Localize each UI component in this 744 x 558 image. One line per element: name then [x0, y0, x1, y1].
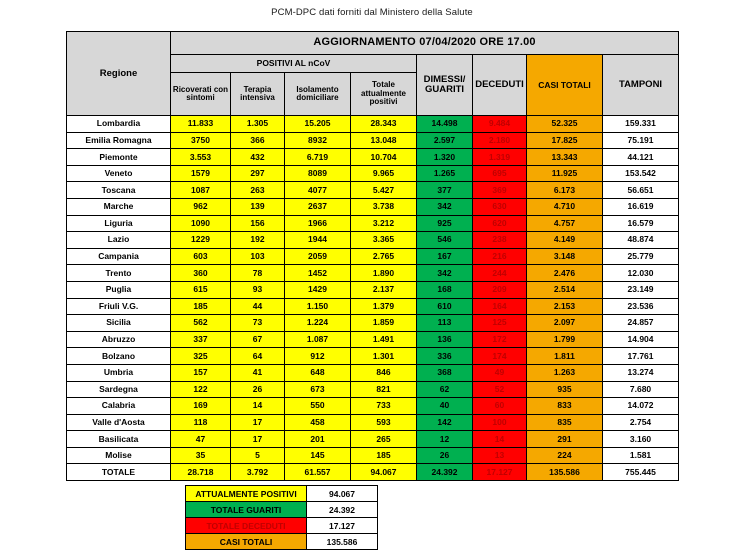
data-cell: 1.224 — [285, 315, 351, 332]
total-data-cell: 24.392 — [417, 464, 473, 481]
data-cell: 1229 — [171, 232, 231, 249]
data-cell: 16.619 — [603, 198, 679, 215]
legend-value: 135.586 — [307, 534, 378, 550]
data-cell: 325 — [171, 348, 231, 365]
data-cell: 1452 — [285, 265, 351, 282]
data-cell: 265 — [351, 431, 417, 448]
region-name-cell: Lazio — [67, 232, 171, 249]
data-cell: 164 — [473, 298, 527, 315]
data-cell: 1090 — [171, 215, 231, 232]
data-cell: 25.779 — [603, 248, 679, 265]
legend-row — [186, 502, 378, 518]
data-cell: 224 — [527, 447, 603, 464]
data-cell: 103 — [231, 248, 285, 265]
data-cell: 1.150 — [285, 298, 351, 315]
data-cell: 17 — [231, 414, 285, 431]
table-row — [67, 215, 679, 232]
data-cell: 377 — [417, 182, 473, 199]
data-cell: 244 — [473, 265, 527, 282]
data-cell: 1.799 — [527, 331, 603, 348]
data-cell: 458 — [285, 414, 351, 431]
data-cell: 15.205 — [285, 116, 351, 133]
region-name-cell: Lombardia — [67, 116, 171, 133]
table-row — [67, 165, 679, 182]
region-name-cell: Calabria — [67, 398, 171, 415]
data-cell: 17.761 — [603, 348, 679, 365]
table-row — [67, 315, 679, 332]
total-data-cell: 28.718 — [171, 464, 231, 481]
legend-row — [186, 534, 378, 550]
region-name-cell: Liguria — [67, 215, 171, 232]
data-cell: 3.553 — [171, 149, 231, 166]
update-title: AGGIORNAMENTO 07/04/2020 ORE 17.00 — [171, 32, 679, 55]
table-row — [67, 348, 679, 365]
data-cell: 2.514 — [527, 281, 603, 298]
data-cell: 833 — [527, 398, 603, 415]
legend-container — [185, 485, 375, 550]
data-cell: 733 — [351, 398, 417, 415]
data-cell: 156 — [231, 215, 285, 232]
col-ricoverati: Ricoverati con sintomi — [171, 73, 231, 116]
data-cell: 291 — [527, 431, 603, 448]
region-name-cell: Sicilia — [67, 315, 171, 332]
data-cell: 78 — [231, 265, 285, 282]
data-cell: 209 — [473, 281, 527, 298]
data-cell: 835 — [527, 414, 603, 431]
data-cell: 342 — [417, 265, 473, 282]
data-cell: 3.365 — [351, 232, 417, 249]
data-cell: 159.331 — [603, 116, 679, 133]
table-row — [67, 248, 679, 265]
col-terapia-intensiva: Terapia intensiva — [231, 73, 285, 116]
data-cell: 56.651 — [603, 182, 679, 199]
data-cell: 8932 — [285, 132, 351, 149]
data-cell: 2.597 — [417, 132, 473, 149]
region-name-cell: Veneto — [67, 165, 171, 182]
table-row — [67, 281, 679, 298]
table-row — [67, 398, 679, 415]
data-cell: 35 — [171, 447, 231, 464]
table-row — [67, 198, 679, 215]
table-row — [67, 182, 679, 199]
data-cell: 122 — [171, 381, 231, 398]
total-data-cell: 755.445 — [603, 464, 679, 481]
data-cell: 342 — [417, 198, 473, 215]
data-cell: 14 — [473, 431, 527, 448]
data-cell: 369 — [473, 182, 527, 199]
region-name-cell: Valle d'Aosta — [67, 414, 171, 431]
data-cell: 3.738 — [351, 198, 417, 215]
data-cell: 136 — [417, 331, 473, 348]
col-deceduti: DECEDUTI — [473, 55, 527, 116]
data-cell: 432 — [231, 149, 285, 166]
data-cell: 17 — [231, 431, 285, 448]
data-cell: 673 — [285, 381, 351, 398]
data-cell: 13.343 — [527, 149, 603, 166]
data-cell: 1.379 — [351, 298, 417, 315]
data-cell: 14 — [231, 398, 285, 415]
data-cell: 2.180 — [473, 132, 527, 149]
region-name-cell: Molise — [67, 447, 171, 464]
data-cell: 5.427 — [351, 182, 417, 199]
data-cell: 216 — [473, 248, 527, 265]
data-cell: 100 — [473, 414, 527, 431]
data-cell: 24.857 — [603, 315, 679, 332]
data-cell: 153.542 — [603, 165, 679, 182]
data-cell: 4.757 — [527, 215, 603, 232]
data-cell: 16.579 — [603, 215, 679, 232]
data-cell: 2.765 — [351, 248, 417, 265]
data-cell: 337 — [171, 331, 231, 348]
data-cell: 49 — [473, 364, 527, 381]
data-cell: 13.274 — [603, 364, 679, 381]
data-cell: 192 — [231, 232, 285, 249]
data-cell: 93 — [231, 281, 285, 298]
covid-data-table — [66, 31, 679, 481]
data-cell: 620 — [473, 215, 527, 232]
data-cell: 1.305 — [231, 116, 285, 133]
col-tamponi: TAMPONI — [603, 55, 679, 116]
table-row — [67, 431, 679, 448]
data-cell: 1.320 — [417, 149, 473, 166]
data-cell: 14.498 — [417, 116, 473, 133]
legend-label: TOTALE GUARITI — [186, 502, 307, 518]
data-cell: 615 — [171, 281, 231, 298]
data-cell: 1087 — [171, 182, 231, 199]
table-title-row — [67, 32, 679, 55]
data-cell: 935 — [527, 381, 603, 398]
data-cell: 73 — [231, 315, 285, 332]
data-cell: 23.149 — [603, 281, 679, 298]
total-data-cell: 17.127 — [473, 464, 527, 481]
data-cell: 1.319 — [473, 149, 527, 166]
data-cell: 11.925 — [527, 165, 603, 182]
covid-data-table-container — [66, 31, 678, 481]
col-casi-totali: CASI TOTALI — [527, 55, 603, 116]
data-cell: 1579 — [171, 165, 231, 182]
data-cell: 62 — [417, 381, 473, 398]
legend-value: 17.127 — [307, 518, 378, 534]
data-cell: 3.160 — [603, 431, 679, 448]
data-cell: 336 — [417, 348, 473, 365]
data-cell: 52 — [473, 381, 527, 398]
data-cell: 1.811 — [527, 348, 603, 365]
region-name-cell: Sardegna — [67, 381, 171, 398]
data-cell: 41 — [231, 364, 285, 381]
data-cell: 26 — [417, 447, 473, 464]
legend-value: 94.067 — [307, 486, 378, 502]
data-cell: 962 — [171, 198, 231, 215]
data-cell: 2.097 — [527, 315, 603, 332]
legend-label: CASI TOTALI — [186, 534, 307, 550]
data-cell: 610 — [417, 298, 473, 315]
table-row — [67, 331, 679, 348]
data-cell: 14.072 — [603, 398, 679, 415]
data-cell: 2059 — [285, 248, 351, 265]
data-cell: 821 — [351, 381, 417, 398]
data-cell: 1429 — [285, 281, 351, 298]
data-cell: 67 — [231, 331, 285, 348]
legend-row — [186, 486, 378, 502]
data-cell: 5 — [231, 447, 285, 464]
data-cell: 297 — [231, 165, 285, 182]
data-cell: 846 — [351, 364, 417, 381]
region-name-cell: Toscana — [67, 182, 171, 199]
data-cell: 201 — [285, 431, 351, 448]
data-cell: 1966 — [285, 215, 351, 232]
region-name-cell: Bolzano — [67, 348, 171, 365]
data-cell: 2.754 — [603, 414, 679, 431]
table-row — [67, 232, 679, 249]
total-data-cell: 61.557 — [285, 464, 351, 481]
data-cell: 12 — [417, 431, 473, 448]
table-row — [67, 381, 679, 398]
table-row — [67, 265, 679, 282]
data-cell: 630 — [473, 198, 527, 215]
table-body — [67, 116, 679, 481]
data-cell: 238 — [473, 232, 527, 249]
data-cell: 8089 — [285, 165, 351, 182]
data-cell: 550 — [285, 398, 351, 415]
region-name-cell: Abruzzo — [67, 331, 171, 348]
table-row — [67, 298, 679, 315]
data-cell: 113 — [417, 315, 473, 332]
data-cell: 366 — [231, 132, 285, 149]
table-total-row — [67, 464, 679, 481]
data-cell: 47 — [171, 431, 231, 448]
data-cell: 603 — [171, 248, 231, 265]
region-name-cell: Marche — [67, 198, 171, 215]
data-cell: 185 — [171, 298, 231, 315]
regione-header: Regione — [67, 32, 171, 116]
col-isolamento: Isolamento domiciliare — [285, 73, 351, 116]
data-cell: 368 — [417, 364, 473, 381]
data-cell: 1.263 — [527, 364, 603, 381]
region-name-cell: Campania — [67, 248, 171, 265]
data-cell: 23.536 — [603, 298, 679, 315]
data-cell: 925 — [417, 215, 473, 232]
data-cell: 28.343 — [351, 116, 417, 133]
data-cell: 44 — [231, 298, 285, 315]
data-cell: 118 — [171, 414, 231, 431]
legend-label: ATTUALMENTE POSITIVI — [186, 486, 307, 502]
col-totale-positivi: Totale attualmente positivi — [351, 73, 417, 116]
data-cell: 1.491 — [351, 331, 417, 348]
data-cell: 4.710 — [527, 198, 603, 215]
data-cell: 167 — [417, 248, 473, 265]
data-cell: 3750 — [171, 132, 231, 149]
data-cell: 168 — [417, 281, 473, 298]
total-label-cell: TOTALE — [67, 464, 171, 481]
table-row — [67, 132, 679, 149]
data-cell: 1.890 — [351, 265, 417, 282]
data-cell: 1.087 — [285, 331, 351, 348]
data-cell: 64 — [231, 348, 285, 365]
data-cell: 648 — [285, 364, 351, 381]
region-name-cell: Trento — [67, 265, 171, 282]
data-cell: 185 — [351, 447, 417, 464]
source-note: PCM-DPC dati forniti dal Ministero della Salute — [271, 7, 473, 18]
data-cell: 44.121 — [603, 149, 679, 166]
data-cell: 6.173 — [527, 182, 603, 199]
table-row — [67, 414, 679, 431]
legend-label: TOTALE DECEDUTI — [186, 518, 307, 534]
data-cell: 9.484 — [473, 116, 527, 133]
data-cell: 1944 — [285, 232, 351, 249]
group-positivi-header: POSITIVI AL nCoV — [171, 55, 417, 73]
data-cell: 9.965 — [351, 165, 417, 182]
data-cell: 2637 — [285, 198, 351, 215]
data-cell: 2.137 — [351, 281, 417, 298]
data-cell: 1.581 — [603, 447, 679, 464]
data-cell: 157 — [171, 364, 231, 381]
data-cell: 1.859 — [351, 315, 417, 332]
data-cell: 593 — [351, 414, 417, 431]
data-cell: 3.212 — [351, 215, 417, 232]
region-name-cell: Umbria — [67, 364, 171, 381]
data-cell: 1.301 — [351, 348, 417, 365]
legend-row — [186, 518, 378, 534]
data-cell: 6.719 — [285, 149, 351, 166]
legend-value: 24.392 — [307, 502, 378, 518]
data-cell: 60 — [473, 398, 527, 415]
data-cell: 695 — [473, 165, 527, 182]
data-cell: 912 — [285, 348, 351, 365]
table-row — [67, 116, 679, 133]
data-cell: 14.904 — [603, 331, 679, 348]
table-row — [67, 364, 679, 381]
data-cell: 145 — [285, 447, 351, 464]
total-data-cell: 3.792 — [231, 464, 285, 481]
total-data-cell: 94.067 — [351, 464, 417, 481]
data-cell: 142 — [417, 414, 473, 431]
data-cell: 263 — [231, 182, 285, 199]
data-cell: 562 — [171, 315, 231, 332]
data-cell: 75.191 — [603, 132, 679, 149]
table-head — [67, 32, 679, 116]
table-row — [67, 149, 679, 166]
data-cell: 13.048 — [351, 132, 417, 149]
data-cell: 360 — [171, 265, 231, 282]
data-cell: 4.149 — [527, 232, 603, 249]
data-cell: 2.153 — [527, 298, 603, 315]
data-cell: 3.148 — [527, 248, 603, 265]
data-cell: 52.325 — [527, 116, 603, 133]
data-cell: 174 — [473, 348, 527, 365]
data-cell: 139 — [231, 198, 285, 215]
region-name-cell: Emilia Romagna — [67, 132, 171, 149]
data-cell: 40 — [417, 398, 473, 415]
legend-table — [185, 485, 378, 550]
data-cell: 12.030 — [603, 265, 679, 282]
data-cell: 169 — [171, 398, 231, 415]
data-cell: 172 — [473, 331, 527, 348]
col-dimessi-guariti: DIMESSI/ GUARITI — [417, 55, 473, 116]
data-cell: 2.476 — [527, 265, 603, 282]
data-cell: 7.680 — [603, 381, 679, 398]
data-cell: 13 — [473, 447, 527, 464]
region-name-cell: Basilicata — [67, 431, 171, 448]
region-name-cell: Piemonte — [67, 149, 171, 166]
total-data-cell: 135.586 — [527, 464, 603, 481]
data-cell: 4077 — [285, 182, 351, 199]
data-cell: 26 — [231, 381, 285, 398]
data-cell: 1.265 — [417, 165, 473, 182]
data-cell: 10.704 — [351, 149, 417, 166]
data-cell: 125 — [473, 315, 527, 332]
region-name-cell: Puglia — [67, 281, 171, 298]
data-cell: 11.833 — [171, 116, 231, 133]
region-name-cell: Friuli V.G. — [67, 298, 171, 315]
data-cell: 48.874 — [603, 232, 679, 249]
table-row — [67, 447, 679, 464]
data-cell: 546 — [417, 232, 473, 249]
data-cell: 17.825 — [527, 132, 603, 149]
